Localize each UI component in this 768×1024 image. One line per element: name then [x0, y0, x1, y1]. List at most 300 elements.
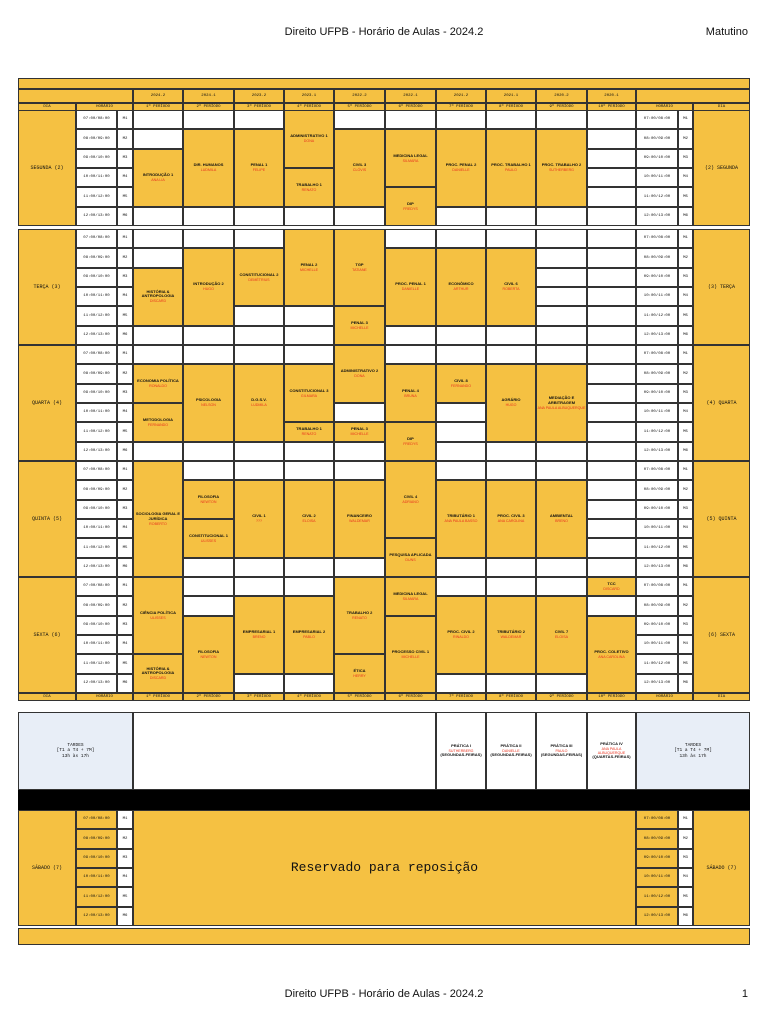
time-label: 12:00/13:00 — [83, 913, 110, 918]
time-cell-right — [636, 364, 678, 383]
pratica-cell — [536, 712, 587, 790]
period-label: 4º PERÍODO — [296, 104, 321, 109]
period-label: 5º PERÍODO — [347, 694, 372, 699]
time-cell — [76, 577, 117, 596]
time-cell — [76, 168, 117, 187]
pratica-day-note: (SEGUNDAS-FEIRAS) — [490, 752, 532, 758]
empty-slot — [234, 674, 284, 693]
year-header — [284, 89, 334, 103]
professor-name: ADRIANO — [402, 499, 419, 504]
slot-label: M1 — [122, 236, 128, 241]
subject-name: METODOLOGIA — [142, 416, 174, 422]
slot-label: M6 — [683, 448, 688, 453]
slot-label: M1 — [122, 352, 128, 357]
time-cell-right — [636, 306, 678, 325]
period-label: 7º PERÍODO — [448, 104, 473, 109]
professor-name: FREDYS — [403, 441, 418, 446]
time-cell-right — [636, 635, 678, 654]
year-label: 2024.1 — [201, 93, 216, 98]
empty-slot — [436, 577, 486, 596]
time-label: 09:00/10:00 — [643, 622, 671, 627]
empty-slot — [486, 558, 536, 577]
time-label: 07:00/08:00 — [643, 117, 671, 122]
subject-name: HISTÓRIA & ANTROPOLOGIA — [141, 288, 175, 299]
slot-cell — [117, 558, 133, 577]
slot-label: M3 — [683, 274, 688, 279]
time-cell-right — [636, 887, 678, 906]
period-label: 4º PERÍODO — [296, 694, 321, 699]
period-label: 3º PERÍODO — [246, 694, 271, 699]
slot-label: M3 — [122, 622, 128, 627]
day-label-left — [18, 229, 76, 345]
slot-label: M6 — [122, 913, 128, 918]
class-cell — [486, 596, 536, 673]
time-cell-right — [636, 868, 678, 887]
saturday-label-right — [693, 810, 750, 926]
time-cell — [76, 558, 117, 577]
empty-slot — [436, 403, 486, 422]
pratica-cell — [436, 712, 486, 790]
empty-slot — [587, 519, 636, 538]
empty-slot — [486, 461, 536, 480]
year-label: 2021.1 — [503, 93, 519, 98]
empty-slot — [486, 577, 536, 596]
year-header — [234, 89, 284, 103]
period-header — [536, 693, 587, 701]
time-cell — [76, 480, 117, 499]
slot-cell — [117, 207, 133, 226]
year-label: 2022.2 — [352, 93, 367, 98]
time-label: 12:00/13:00 — [643, 680, 671, 685]
class-cell — [284, 480, 334, 557]
time-cell-right — [636, 229, 678, 248]
subject-name: CIVIL 2 — [302, 513, 316, 519]
period-label: 8º PERÍODO — [498, 104, 523, 109]
year-header — [133, 89, 183, 103]
empty-slot — [587, 207, 636, 226]
professor-name: ULISSES — [150, 615, 166, 620]
empty-slot — [486, 442, 536, 461]
empty-slot — [133, 442, 183, 461]
professor-name: FERNANDO — [147, 422, 169, 427]
empty-slot — [536, 287, 587, 306]
pratica-professor: PAULO — [555, 748, 568, 753]
period-label: 5º PERÍODO — [347, 104, 372, 109]
slot-cell — [117, 345, 133, 364]
empty-slot — [133, 229, 183, 248]
slot-label: M3 — [122, 855, 128, 860]
professor-name: ELOISA — [302, 519, 316, 524]
slot-cell — [117, 110, 133, 129]
time-cell — [76, 268, 117, 287]
empty-slot — [587, 596, 636, 615]
subject-name: DIP — [407, 201, 414, 207]
empty-slot — [587, 538, 636, 557]
slot-cell — [117, 248, 133, 267]
time-cell-right — [636, 384, 678, 403]
day-name: (5) QUINTA — [706, 515, 737, 522]
day-name: (6) SEXTA — [707, 631, 735, 638]
slot-cell-right — [678, 887, 693, 906]
pratica-professor: ANA PAULA ALBUQUERQUE — [597, 746, 626, 755]
class-cell — [284, 110, 334, 168]
class-cell — [334, 129, 385, 206]
class-cell — [385, 248, 436, 325]
slot-label: M1 — [683, 117, 688, 122]
horario-label: HORÁRIO — [656, 694, 673, 699]
header-title: Direito UFPB - Horário de Aulas - 2024.2 — [284, 26, 484, 38]
empty-slot — [183, 577, 234, 596]
professor-name: PABLO — [303, 635, 315, 640]
empty-slot — [284, 558, 334, 577]
class-cell — [183, 519, 234, 558]
time-label: 08:00/09:00 — [643, 487, 671, 492]
slot-label: M4 — [122, 875, 128, 880]
subject-name: INTRODUÇÃO 2 — [193, 281, 224, 287]
year-label: 2020.1 — [604, 93, 619, 98]
empty-slot — [587, 422, 636, 441]
slot-cell — [117, 907, 133, 926]
slot-label: M6 — [683, 913, 688, 918]
slot-cell — [117, 326, 133, 345]
time-cell-right — [636, 403, 678, 422]
time-label: 12:00/13:00 — [643, 332, 671, 337]
year-label: 2020.2 — [554, 93, 569, 98]
period-label: 8º PERÍODO — [498, 694, 523, 699]
time-cell — [76, 207, 117, 226]
empty-slot — [334, 110, 385, 129]
time-label: 10:00/11:00 — [643, 410, 671, 415]
slot-label: M5 — [122, 194, 128, 199]
professor-name: ??? — [256, 519, 262, 524]
time-label: 11:00/12:00 — [643, 429, 671, 434]
empty-slot — [536, 268, 587, 287]
subject-name: EMPRESARIAL 2 — [292, 629, 326, 635]
slot-cell — [117, 268, 133, 287]
slot-label: M5 — [683, 545, 688, 550]
professor-name: LUDMILA — [200, 168, 217, 173]
empty-slot — [486, 326, 536, 345]
time-cell-right — [636, 654, 678, 673]
subject-name: PROC. PENAL 2 — [445, 162, 477, 168]
class-cell — [385, 538, 436, 577]
tardes-right — [636, 712, 750, 790]
subject-name: CIVIL 3 — [352, 162, 367, 168]
class-cell — [486, 480, 536, 557]
slot-cell-right — [678, 635, 693, 654]
class-cell — [133, 403, 183, 442]
empty-slot — [587, 461, 636, 480]
empty-slot — [587, 500, 636, 519]
subject-name: CIÊNCIA POLÍTICA — [139, 610, 177, 616]
subject-name: D.G.S.V. — [251, 397, 267, 403]
time-cell-right — [636, 480, 678, 499]
time-label: 08:00/09:00 — [643, 371, 671, 376]
slot-label: M1 — [683, 236, 688, 241]
class-cell — [284, 422, 334, 441]
time-cell — [76, 403, 117, 422]
slot-cell — [117, 229, 133, 248]
empty-slot — [587, 480, 636, 499]
time-label: 09:00/10:00 — [643, 855, 671, 860]
empty-slot — [587, 149, 636, 168]
empty-slot — [536, 345, 587, 364]
slot-label: M2 — [683, 487, 688, 492]
class-cell — [234, 480, 284, 557]
time-label: 10:00/11:00 — [643, 642, 671, 647]
subject-name: FILOSOFIA — [197, 494, 220, 500]
empty-slot — [183, 558, 234, 577]
slot-cell-right — [678, 829, 693, 848]
time-label: 09:00/10:00 — [83, 155, 110, 160]
time-cell-right — [636, 596, 678, 615]
time-label: 09:00/10:00 — [83, 506, 110, 511]
day-label-right — [693, 461, 750, 577]
empty-slot — [587, 129, 636, 148]
time-cell — [76, 248, 117, 267]
slot-cell-right — [678, 403, 693, 422]
professor-name: NELSON — [201, 403, 216, 408]
day-label-left — [18, 461, 76, 577]
day-name: QUARTA (4) — [31, 399, 62, 406]
time-label: 11:00/12:00 — [83, 894, 110, 899]
time-cell-right — [636, 829, 678, 848]
slot-label: M5 — [122, 545, 128, 550]
day-label-right — [693, 110, 750, 226]
empty-slot — [284, 306, 334, 325]
time-label: 09:00/10:00 — [83, 274, 110, 279]
slot-label: M4 — [122, 294, 128, 299]
tardes-title: TARDES — [684, 742, 702, 748]
year-header — [385, 89, 436, 103]
time-label: 10:00/11:00 — [83, 294, 110, 299]
time-cell — [76, 674, 117, 693]
time-label: 12:00/13:00 — [643, 448, 671, 453]
slot-label: M6 — [122, 332, 128, 337]
slot-label: M5 — [122, 894, 128, 899]
reserved-text: Reservado para reposição — [290, 860, 479, 876]
time-label: 12:00/13:00 — [83, 332, 110, 337]
time-label: 10:00/11:00 — [643, 294, 671, 299]
subject-name: AMBIENTAL — [549, 513, 574, 519]
slot-label: M2 — [122, 136, 128, 141]
time-cell — [76, 596, 117, 615]
subject-name: AGRÁRIO — [501, 397, 521, 403]
slot-label: M4 — [683, 175, 688, 180]
empty-slot — [486, 207, 536, 226]
tardes-left — [18, 712, 133, 790]
slot-cell-right — [678, 907, 693, 926]
subject-name: FINANCEIRO — [347, 513, 372, 519]
class-cell — [385, 129, 436, 187]
year-header — [334, 89, 385, 103]
slot-label: M3 — [122, 274, 128, 279]
professor-name: MICHELLE — [350, 432, 369, 437]
slot-cell — [117, 810, 133, 829]
time-cell — [76, 500, 117, 519]
empty-slot — [234, 229, 284, 248]
empty-slot — [284, 577, 334, 596]
slot-cell — [117, 849, 133, 868]
time-label: 09:00/10:00 — [83, 855, 110, 860]
slot-label: M6 — [683, 680, 688, 685]
year-label: 2023.2 — [251, 93, 267, 98]
professor-name: ANA PAULA ALBUQUERQUE — [537, 405, 586, 410]
day-label-left — [18, 110, 76, 226]
subject-name: HISTÓRIA & ANTROPOLOGIA — [141, 665, 175, 676]
subject-name: PESQUISA APLICADA — [389, 552, 432, 558]
empty-slot — [536, 674, 587, 693]
time-label: 11:00/12:00 — [83, 545, 110, 550]
slot-cell — [117, 129, 133, 148]
class-cell — [183, 616, 234, 693]
empty-slot — [587, 326, 636, 345]
professor-name: RINALDO — [453, 635, 469, 640]
slot-label: M4 — [122, 526, 128, 531]
class-cell — [133, 149, 183, 207]
class-cell — [234, 129, 284, 206]
professor-name: TATIANE — [352, 267, 367, 272]
time-label: 11:00/12:00 — [83, 429, 110, 434]
class-cell — [436, 480, 486, 557]
slot-cell — [117, 403, 133, 422]
professor-name: MICHELLE — [401, 654, 420, 659]
period-header — [234, 693, 284, 701]
empty-slot — [536, 110, 587, 129]
day-name: SÁBADO (7) — [31, 864, 62, 871]
slot-cell-right — [678, 149, 693, 168]
time-cell-right — [636, 849, 678, 868]
time-cell-right — [636, 442, 678, 461]
time-label: 12:00/13:00 — [643, 913, 671, 918]
period-label: 1º PERÍODO — [145, 694, 170, 699]
time-cell-right — [636, 422, 678, 441]
empty-slot — [587, 248, 636, 267]
slot-cell-right — [678, 129, 693, 148]
empty-slot — [587, 306, 636, 325]
slot-label: M3 — [683, 155, 688, 160]
slot-cell — [117, 480, 133, 499]
empty-slot — [587, 229, 636, 248]
time-label: 10:00/11:00 — [643, 526, 671, 531]
empty-slot — [183, 442, 234, 461]
slot-cell-right — [678, 345, 693, 364]
day-label-right — [693, 577, 750, 693]
period-header — [133, 693, 183, 701]
time-cell — [76, 635, 117, 654]
time-label: 08:00/09:00 — [643, 603, 671, 608]
slot-cell — [117, 829, 133, 848]
empty-slot — [385, 229, 436, 248]
slot-cell — [117, 577, 133, 596]
slot-label: M6 — [683, 213, 688, 218]
time-label: 12:00/13:00 — [83, 213, 110, 218]
professor-name: FERNANDO — [450, 383, 472, 388]
professor-name: ULISSES — [200, 538, 217, 543]
class-cell — [536, 596, 587, 673]
professor-name: CLÓVIS — [352, 168, 367, 173]
subject-name: TRABALHO 2 — [346, 610, 373, 616]
pratica-cell — [486, 712, 536, 790]
professor-name: DUNS — [405, 557, 416, 562]
pratica-name: PRÁTICA I — [451, 743, 471, 749]
professor-name: ANA PAULA BASSO — [444, 519, 478, 524]
empty-slot — [234, 345, 284, 364]
slot-label: M5 — [683, 429, 688, 434]
time-label: 12:00/13:00 — [83, 448, 110, 453]
subject-name: ADMINISTRATIVO 2 — [340, 368, 379, 374]
subject-name: PENAL 3 — [351, 426, 368, 432]
header-left-blank — [18, 89, 133, 103]
empty-slot — [284, 442, 334, 461]
empty-slot — [385, 110, 436, 129]
tardes-hours: 13h às 17h — [679, 753, 707, 759]
tardes-title: TARDES — [67, 742, 84, 748]
class-cell — [284, 596, 334, 673]
class-cell — [133, 654, 183, 693]
professor-name: LUDMILA — [251, 403, 267, 408]
professor-name: NEWTON — [200, 499, 217, 504]
empty-slot — [536, 577, 587, 596]
horario-label: HORÁRIO — [656, 104, 673, 109]
slot-cell-right — [678, 422, 693, 441]
professor-name: DISCARD — [603, 586, 620, 591]
class-cell — [334, 654, 385, 693]
time-cell — [76, 654, 117, 673]
empty-slot — [536, 442, 587, 461]
time-cell-right — [636, 674, 678, 693]
subject-name: MEDIAÇÃO E ARBITRAGEM — [547, 395, 576, 405]
slot-cell — [117, 287, 133, 306]
subject-name: MEDICINA LEGAL — [393, 590, 428, 596]
slot-cell-right — [678, 187, 693, 206]
empty-slot — [183, 207, 234, 226]
period-header — [486, 693, 536, 701]
slot-cell-right — [678, 287, 693, 306]
slot-cell-right — [678, 596, 693, 615]
professor-name: DISCARD — [149, 299, 167, 304]
slot-label: M2 — [122, 487, 128, 492]
time-cell — [76, 364, 117, 383]
empty-slot — [436, 422, 486, 441]
slot-label: M4 — [122, 175, 128, 180]
professor-name: GILMARA — [300, 393, 318, 398]
class-cell — [436, 596, 486, 673]
subject-name: PSICOLOGIA — [195, 397, 222, 403]
day-name: SÁBADO (7) — [706, 864, 737, 871]
class-cell — [284, 229, 334, 306]
professor-name: SILMARA — [402, 596, 419, 601]
time-cell-right — [636, 461, 678, 480]
class-cell — [133, 268, 183, 326]
slot-cell-right — [678, 248, 693, 267]
time-label: 07:00/08:00 — [643, 584, 671, 589]
time-cell-right — [636, 810, 678, 829]
slot-label: M1 — [683, 817, 688, 822]
subject-name: ECONOMIA POLÍTICA — [137, 378, 179, 384]
empty-slot — [385, 345, 436, 364]
professor-name: BRUNA — [404, 393, 417, 398]
slot-label: M1 — [122, 117, 128, 122]
professor-name: RENATO — [301, 187, 317, 192]
subject-name: FILOSOFIA — [197, 648, 220, 654]
empty-slot — [536, 558, 587, 577]
slot-label: M1 — [122, 584, 128, 589]
subject-name: MEDICINA LEGAL — [393, 152, 428, 158]
time-cell-right — [636, 248, 678, 267]
slot-label: M2 — [683, 603, 688, 608]
slot-cell — [117, 500, 133, 519]
